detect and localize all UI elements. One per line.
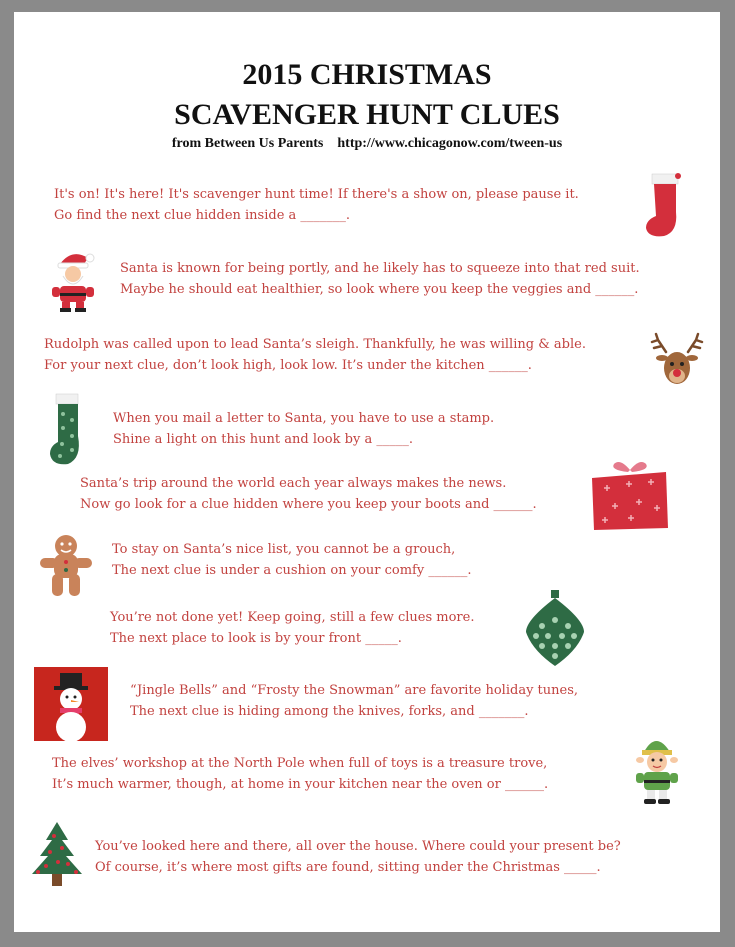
elf-icon	[632, 734, 682, 806]
gingerbread-icon	[38, 532, 94, 598]
clue-4-line-2: Shine a light on this hunt and look by a _____.	[113, 432, 413, 447]
gift-icon	[590, 458, 670, 530]
clue-10	[95, 836, 621, 878]
clue-10-line-2: Of course, it’s where most gifts are found, sitting under the Christmas _____.	[95, 860, 601, 875]
clue-5-line-2: Now go look for a clue hidden where you keep your boots and ______.	[80, 497, 537, 512]
page-subtitle: from Between Us Parents http://www.chicagonow.com/tween-us	[171, 136, 563, 151]
clue-10-line-1: You’ve looked here and there, all over the house. Where could your present be?	[95, 839, 621, 854]
clue-3	[44, 334, 586, 376]
clue-4-line-1: When you mail a letter to Santa, you have to use a stamp.	[113, 411, 495, 426]
clue-2-line-1: Santa is known for being portly, and he likely has to squeeze into that red suit.	[120, 261, 640, 276]
clue-8-line-1: “Jingle Bells” and “Frosty the Snowman” are favorite holiday tunes,	[130, 683, 579, 698]
clue-4	[113, 408, 494, 450]
clue-8-line-2: The next clue is hiding among the knives, forks, and _______.	[130, 704, 529, 719]
clue-7	[110, 607, 474, 649]
clue-7-line-1: You’re not done yet! Keep going, still a few clues more.	[110, 610, 475, 625]
stocking-icon	[48, 392, 88, 468]
clue-9-line-2: It’s much warmer, though, at home in your kitchen near the oven or ______.	[52, 777, 549, 792]
clue-9	[52, 753, 548, 795]
snowman-icon	[34, 667, 108, 741]
clue-3-line-1: Rudolph was called upon to lead Santa’s sleigh. Thankfully, he was willing & able.	[44, 337, 586, 352]
clue-6-line-2: The next clue is under a cushion on your comfy ______.	[112, 563, 472, 578]
christmas-tree-icon	[24, 820, 90, 890]
clue-1-line-1: It's on! It's here! It's scavenger hunt time! If there's a show on, please pause it.	[54, 187, 579, 202]
page-title-line-1: 2015 CHRISTMAS	[242, 58, 492, 91]
page-title-line-2: SCAVENGER HUNT CLUES	[174, 98, 560, 131]
clue-7-line-2: The next place to look is by your front _____.	[110, 631, 402, 646]
clue-1	[54, 184, 579, 226]
clue-2	[120, 258, 640, 300]
clue-5-line-1: Santa’s trip around the world each year always makes the news.	[80, 476, 507, 491]
clue-2-line-2: Maybe he should eat healthier, so look where you keep the veggies and ______.	[120, 282, 639, 297]
clue-6	[112, 539, 471, 581]
clue-8	[130, 680, 578, 722]
stocking-icon	[642, 170, 686, 240]
clue-1-line-2: Go find the next clue hidden inside a _______.	[54, 208, 351, 223]
clue-6-line-1: To stay on Santa’s nice list, you cannot be a grouch,	[112, 542, 456, 557]
clue-3-line-2: For your next clue, don’t look high, look low. It’s under the kitchen ______.	[44, 358, 532, 373]
ornament-icon	[522, 590, 588, 668]
clue-5	[80, 473, 537, 515]
reindeer-icon	[648, 332, 706, 388]
document-page	[14, 12, 720, 932]
santa-icon	[48, 248, 98, 312]
clue-9-line-1: The elves’ workshop at the North Pole when full of toys is a treasure trove,	[52, 756, 548, 771]
